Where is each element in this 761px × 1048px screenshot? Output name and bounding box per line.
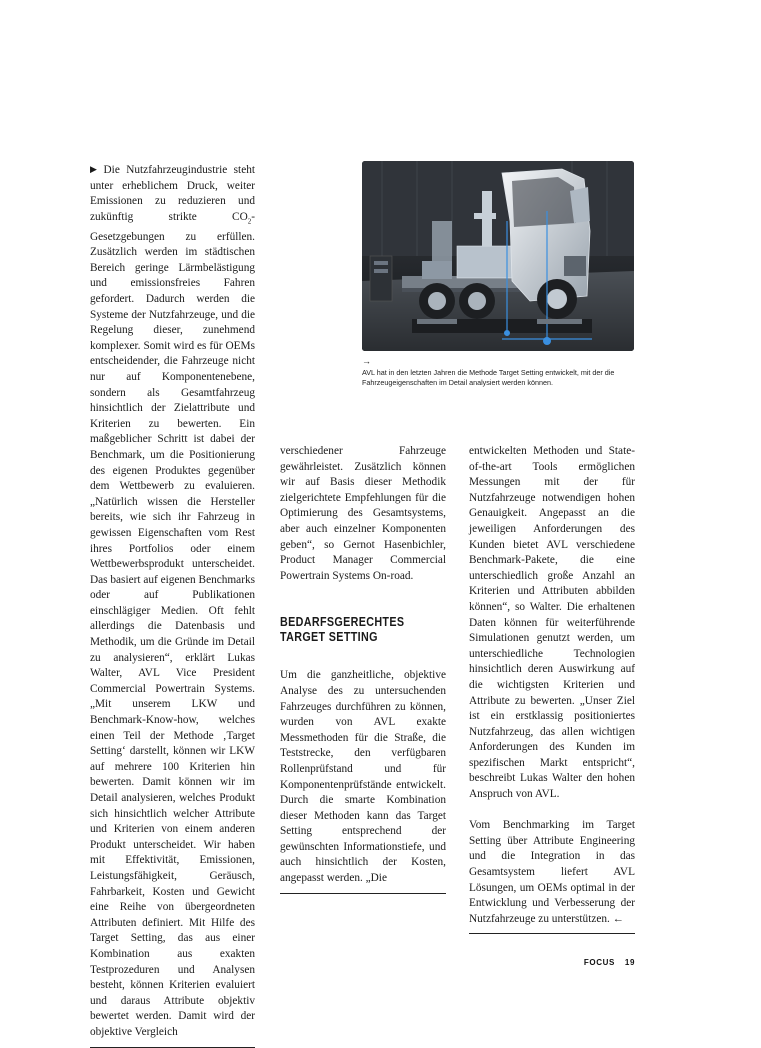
figure-caption [362, 357, 634, 387]
page-number: 19 [624, 958, 635, 967]
paragraph: verschiedener Fahrzeuge gewährleistet. Zusätzlich können wir auf Basis dieser Methodik zielgerichtete Empfehlungen für die Optimierung des Gesamtsystems, aber auch einzelner Komponenten geben“, so Gernot Hasenbichler, Product Manager Commercial Powertrain Systems On-road. [280, 445, 446, 582]
section-label: FOCUS [583, 958, 615, 967]
arrow-right-icon: → [362, 356, 371, 366]
paragraph: Um die ganzheitliche, objektive Analyse des zu untersuchenden Fahrzeuges durchführen zu können, wurden von AVL exakte Messmethoden für die Straße, die Teststrecke, den verfügbaren Rollenprüfstand und für Komponentenprüfstände entwickelt. Durch die smarte Kombination dieser Methoden kann das Target Setting entsprechend der gewünschten Informationstiefe, und auch hinsichtlich der Kosten, angepasst werden. „Die [280, 669, 446, 885]
article-column-2 [280, 444, 446, 894]
column-end-rule [469, 933, 635, 934]
intro-text-a: Die Nutzfahrzeugindustrie steht unter erheblichem Druck, weiter Emissionen zu reduzieren und zukünftig strikte CO [90, 164, 255, 223]
article-column-3 [469, 444, 635, 934]
column-end-rule [90, 1047, 255, 1048]
intro-text-b: -Gesetzgebungen zu erfüllen. Zusätzlich werden im städtischen Bereich geringe Lärmbelästigung und emissionsfreies Fahren gefordert. Dadurch werden die Systeme der Nutzfahrzeuge, und die Regelung dieser, zunehmend komplexer. Somit wird es für OEMs entscheidender, die Fahrzeuge nicht nur auf Komponentenebene, sondern als Gesamtfahrzeug hinsichtlich der Zielattribute und Kriterien zu bewerten. Ein maßgeblicher Schritt ist dabei der Benchmark, um die Positionierung des eigenen Produktes gegenüber dem Wettbewerb zu evaluieren. „Natürlich wissen die Hersteller bereits, wie sich ihr Fahrzeug in gewissen Eigenschaften vom Rest ihres Portfolios oder einem Wettbewerbsprodukt unterscheidet. Das basiert auf eigenen Benchmarks oder auf Publikationen einschlägiger Medien. Oft fehlt allerdings die Datenbasis und Methodik, um die Gründe im Detail zu analysieren“, erklärt Lukas Walter, AVL Vice President Commercial Powertrain Systems. „Mit unserem LKW und Benchmark-Know-how, welches einen Teil der Methode ‚Target Setting‘ darstellt, können wir LKW auf mehrere 100 Kriterien hin bewerten. Damit können wir im Detail analysieren, welches Produkt sich hinsichtlich welcher Attribute und Kriterien von einem anderen Produkt unterscheidet. Wir haben mit Effektivität, Emissionen, Leistungsfähigkeit, Geräusch, Fahrbarkeit, Kosten und Gewicht eine Reihe von übergeordneten Attributen definiert. Mit Hilfe des Target Setting, das aus einer Kombination aus exakten Testprozeduren und Analysen besteht, können Kriterien evaluiert und daraus Attribute objektiv bewertet werden. Damit wird der objektive Vergleich [90, 210, 255, 1038]
column-end-rule [280, 893, 446, 894]
closing-paragraph: Vom Benchmarking im Target Setting über Attribute Engineering und die Integration in das Gesamtsystem liefert AVL Lösungen, um OEMs optimal in der Entwicklung und Verbesserung der Nutzfahrzeuge zu unterstützen. ← [469, 819, 635, 925]
truck-illustration [362, 161, 634, 351]
play-triangle-icon: ▶ [90, 164, 101, 174]
caption-text: AVL hat in den letzten Jahren die Methode Target Setting entwickelt, mit der die Fahrzeugeigenschaften im Detail analysiert werden können. [362, 368, 615, 387]
paragraph: entwickelten Methoden und State-of-the-art Tools ermöglichen Messungen mit der für Nutzfahrzeuge notwendigen hohen Genauigkeit. Angepasst an die jeweiligen Anforderungen des Kunden bietet AVL verschiedene Benchmark-Pakete, die eine unterschiedlich große Anzahl an Kriterien und Attributen abbilden können“, so Walter. Die erhaltenen Daten können für weiterführende Simulationen genutzt werden, um unterschiedliche Technologien hinsichtlich deren Auswirkung auf die wichtigsten Kriterien und Attribute zu bewerten. „Unser Ziel ist ein erstklassig positioniertes Nutzfahrzeug, das allen wichtigen Anforderungen des Kunden im spezifischen Markt entspricht“, beschreibt Lukas Walter den hohen Anspruch von AVL. [469, 445, 635, 801]
page-footer [584, 958, 635, 967]
intro-paragraph [90, 162, 255, 1041]
truck-test-rig-photo [362, 161, 634, 351]
co2-subscript: 2 [247, 217, 252, 226]
section-heading: BEDARFSGERECHTES TARGET SETTING [280, 615, 405, 645]
article-column-1 [90, 162, 255, 1048]
